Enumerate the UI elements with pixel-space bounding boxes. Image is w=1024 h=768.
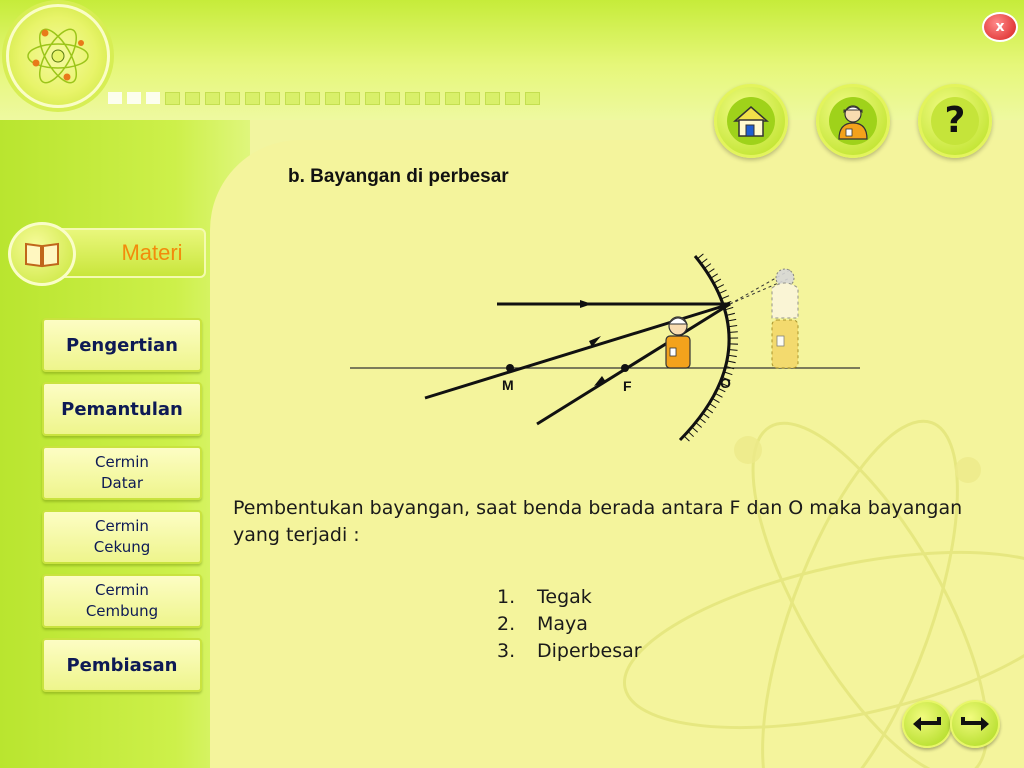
materi-label: Materi (121, 240, 183, 265)
sidebar-item-pemantulan[interactable]: Pemantulan (42, 382, 202, 436)
home-icon (731, 103, 771, 139)
back-button[interactable] (902, 700, 952, 748)
object-person-icon (666, 317, 690, 368)
sidebar-item-pembiasan[interactable]: Pembiasan (42, 638, 202, 692)
help-icon: ? (944, 100, 966, 141)
user-icon (833, 101, 873, 141)
explanation-paragraph: Pembentukan bayangan, saat benda berada antara F dan O maka bayangan yang terjadi : (233, 497, 963, 546)
close-button[interactable]: x (982, 12, 1018, 42)
result-list (497, 584, 642, 665)
atom-logo-icon (9, 7, 107, 105)
sidebar-item-cermin-cembung[interactable]: Cermin Cembung (42, 574, 202, 628)
sidebar-item-pengertian[interactable]: Pengertian (42, 318, 202, 372)
point-m (506, 364, 514, 372)
label-m: M (502, 377, 514, 393)
ray-arrow (580, 300, 592, 308)
arrow-left-icon (911, 713, 943, 735)
label-f: F (623, 378, 632, 394)
next-button[interactable] (950, 700, 1000, 748)
label-o: O (720, 375, 731, 391)
progress-strip (108, 92, 540, 105)
app-logo (6, 4, 110, 108)
point-f (621, 364, 629, 372)
list-item: 1. Tegak (497, 586, 592, 608)
book-icon-badge (8, 222, 76, 286)
list-item: 2. Maya (497, 613, 588, 635)
arrow-right-icon (959, 713, 991, 735)
mirror-hatching (685, 256, 734, 440)
sidebar-item-cermin-cekung[interactable]: Cermin Cekung (42, 510, 202, 564)
help-button[interactable] (918, 84, 992, 158)
home-button[interactable] (714, 84, 788, 158)
sidebar-item-cermin-datar[interactable]: Cermin Datar (42, 446, 202, 500)
list-item: 3. Diperbesar (497, 640, 642, 662)
page-title: b. Bayangan di perbesar (288, 166, 509, 187)
profile-button[interactable] (816, 84, 890, 158)
book-icon (24, 240, 60, 268)
ray-reflected (537, 304, 730, 424)
materi-section-tab (8, 222, 204, 280)
concave-mirror-diagram (340, 248, 870, 448)
